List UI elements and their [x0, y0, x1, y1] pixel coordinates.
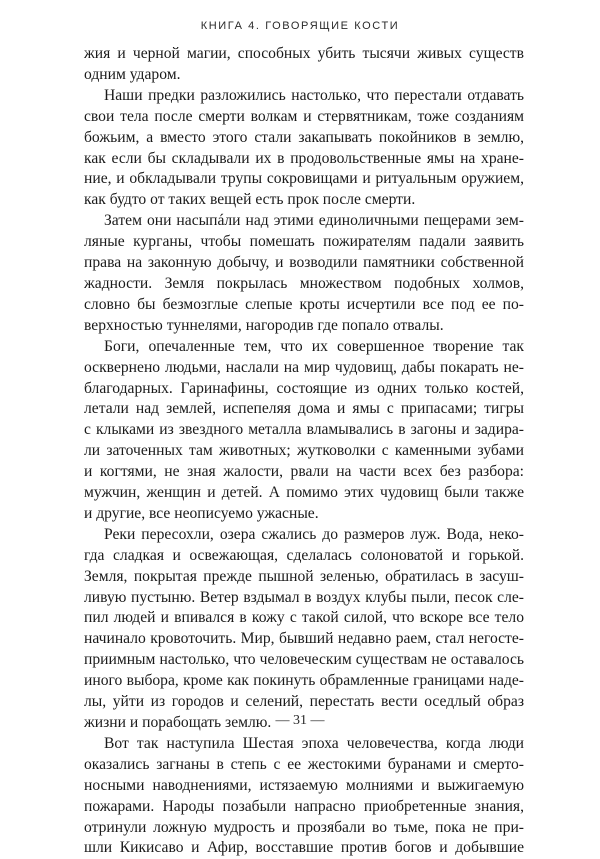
paragraph	[84, 734, 524, 859]
text-line: Затем они насыпáли над этими единоличными пещерами зем-	[104, 212, 524, 230]
text-line: жадности. Земля покрылась множеством подобных холмов,	[84, 274, 524, 292]
text-line: ливую пустыню. Ветер вздымал в воздух клубы пыли, песок сле-	[84, 588, 524, 606]
paragraph	[84, 525, 524, 734]
text-line: благодарных. Гаринафины, состоящие из одних только костей,	[84, 379, 524, 397]
text-line: шли Кикисаво и Афир, восставшие против богов и добывшие	[84, 839, 524, 857]
text-line: божьим, а вместо этого стали закапывать покойников в землю,	[84, 128, 524, 146]
text-line: с клыками из звездного металла вламывались в загоны и задира-	[84, 421, 524, 439]
text-line: Боги, опечаленные тем, что их совершенное творение так	[104, 337, 524, 355]
running-head: КНИГА 4. ГОВОРЯЩИЕ КОСТИ	[200, 20, 400, 32]
text-line: верхностью туннелями, нагородив где попало отвалы.	[84, 316, 444, 334]
text-line: как если бы складывали их в продовольственные ямы на хране-	[84, 149, 524, 167]
text-line: носными наводнениями, истязаемую молниями и выжигаемую	[84, 776, 524, 794]
text-line: лы, уйти из городов и селений, перестать вести оседлый образ	[84, 693, 524, 711]
text-line: права на законную добычу, и возводили памятники собственной	[84, 254, 524, 272]
text-line: иного выбора, кроме как покинуть обрамленные границами наде-	[84, 672, 524, 690]
text-line: оказались загнаны в степь с ее жестокими буранами и смерто-	[84, 755, 524, 773]
body-text	[84, 44, 524, 859]
text-line: Земля, покрытая прежде пышной зеленью, обратилась в засуш-	[84, 567, 524, 585]
page-number: — 31 —	[275, 713, 325, 728]
text-line: и другие, все неописуемо ужасные.	[84, 504, 319, 522]
text-line: одним ударом.	[84, 65, 181, 83]
paragraph	[84, 86, 524, 211]
text-line: начинало кровоточить. Мир, бывший недавно раем, стал негосте-	[84, 630, 524, 648]
text-line: летали над землей, испепеляя дома и ямы с припасами; тигры	[84, 400, 524, 418]
text-line: пожарами. Народы позабыли напрасно приобретенные знания,	[84, 797, 524, 815]
paragraph	[84, 44, 524, 86]
text-line: отринули ложную мудрость и прозябали во тьме, пока не при-	[84, 818, 524, 836]
text-line: ние, и обкладывали трупы сокровищами и ритуальным оружием,	[84, 170, 524, 188]
text-line: ляные курганы, чтобы помешать пожирателям падали заявить	[84, 233, 524, 251]
paragraph	[84, 337, 524, 525]
text-line: пил людей и впивался в кожу с такой силой, что вскоре все тело	[84, 609, 524, 627]
text-line: как будто от таких вещей есть прок после смерти.	[84, 191, 416, 209]
text-line: ли заточенных там животных; жутковолки с каменными зубами	[84, 442, 524, 460]
text-line: мужчин, женщин и детей. А помимо этих чудовищ были также	[84, 484, 524, 502]
text-line: Реки пересохли, озера сжались до размеров луж. Вода, неко-	[104, 525, 524, 543]
text-line: и когтями, не зная жалости, рвали на части всех без разбора:	[84, 463, 524, 481]
text-line: жизни и порабощать землю.	[84, 714, 272, 731]
text-line: Наши предки разложились настолько, что перестали отдавать	[104, 86, 524, 104]
text-line: осквернено людьми, наслали на мир чудовищ, дабы покарать не-	[84, 358, 524, 376]
text-line: приимным настолько, что человеческим существам не оставалось	[84, 651, 524, 669]
text-line: свои тела после смерти волкам и стервятникам, тоже созданиям	[84, 107, 524, 125]
text-line: словно бы безмозглые слепые кроты исчертили все под ее по-	[84, 295, 524, 313]
text-line: Вот так наступила Шестая эпоха человечества, когда люди	[104, 734, 524, 752]
text-line: жия и черной магии, способных убить тысячи живых существ	[84, 45, 524, 62]
text-line: гда сладкая и освежающая, сделалась солоноватой и горькой.	[84, 546, 524, 564]
paragraph	[84, 211, 524, 336]
